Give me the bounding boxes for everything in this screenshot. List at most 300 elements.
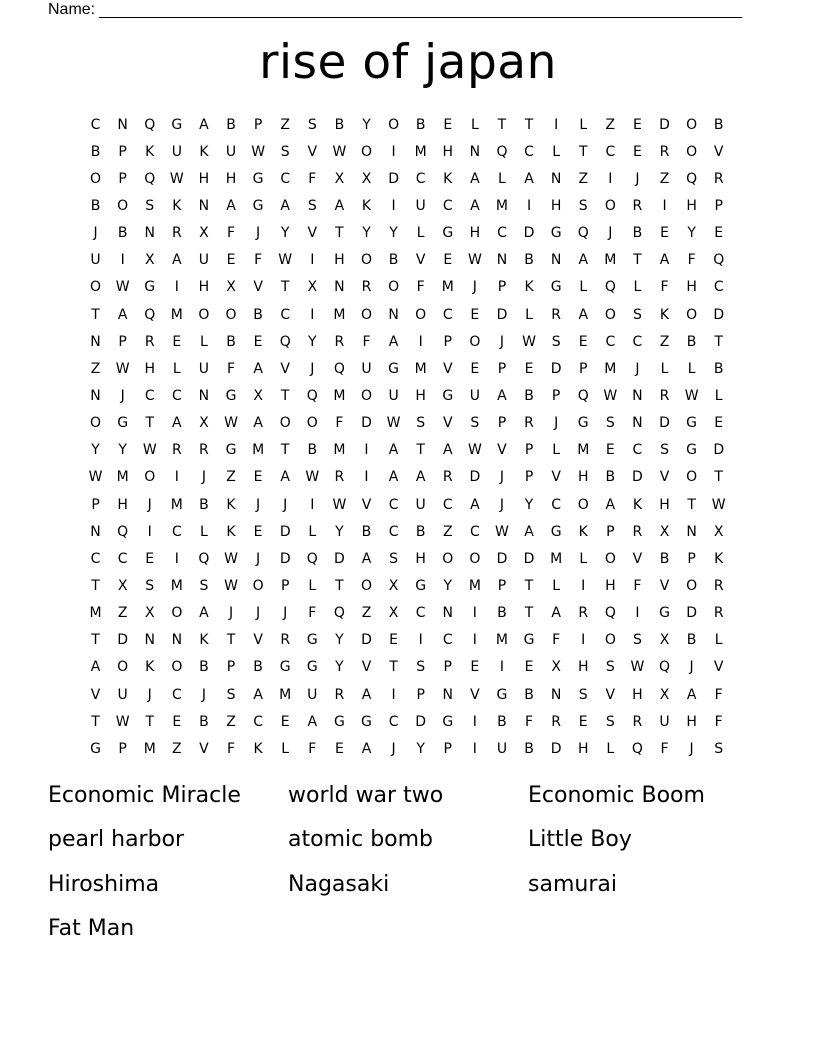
grid-letter: W xyxy=(115,713,130,730)
grid-letter: G xyxy=(252,170,264,187)
grid-letter: Q xyxy=(496,143,508,160)
grid-letter: I xyxy=(174,469,179,486)
grid-letter: A xyxy=(578,306,589,323)
grid-letter: B xyxy=(90,197,101,214)
word-list xyxy=(48,773,768,951)
grid-letter: U xyxy=(415,197,426,214)
puzzle-title: rise of japan xyxy=(259,35,557,90)
grid-letter: V xyxy=(280,360,290,377)
grid-letter: B xyxy=(713,116,724,133)
grid-letter: I xyxy=(310,306,315,323)
grid-letter: V xyxy=(713,659,724,676)
grid-letter: F xyxy=(226,360,236,377)
grid-letter: K xyxy=(145,143,155,160)
grid-letter: D xyxy=(496,306,508,323)
grid-letter: I xyxy=(310,496,315,513)
grid-letter: G xyxy=(686,415,698,432)
grid-letter: H xyxy=(117,496,128,513)
grid-letter: O xyxy=(604,197,616,214)
grid-letter: O xyxy=(469,333,481,350)
grid-letter: L xyxy=(552,577,561,594)
grid-letter: K xyxy=(199,632,209,649)
grid-letter: O xyxy=(90,170,102,187)
grid-letter: A xyxy=(442,442,453,459)
grid-letter: E xyxy=(578,333,588,350)
grid-letter: C xyxy=(117,550,128,567)
grid-letter: C xyxy=(388,713,399,730)
grid-letter: O xyxy=(171,605,183,622)
grid-letter: S xyxy=(632,632,642,649)
grid-letter: O xyxy=(469,550,481,567)
grid-letter: M xyxy=(116,469,129,486)
grid-letter: M xyxy=(604,252,617,269)
grid-letter: V xyxy=(713,143,724,160)
grid-letter: V xyxy=(90,686,101,703)
grid-letter: R xyxy=(524,415,534,432)
grid-letter: C xyxy=(388,523,399,540)
grid-letter: P xyxy=(497,415,507,432)
grid-letter: N xyxy=(442,605,453,622)
grid-letter: J xyxy=(499,333,505,350)
grid-letter: V xyxy=(442,415,453,432)
grid-letter: I xyxy=(391,143,396,160)
grid-letter: J xyxy=(689,740,694,757)
grid-letter: V xyxy=(659,577,670,594)
grid-letter: W xyxy=(522,333,536,350)
grid-letter: G xyxy=(442,387,454,404)
grid-letter: P xyxy=(118,143,127,160)
grid-letter: A xyxy=(226,197,236,214)
grid-letter: G xyxy=(550,523,562,540)
grid-letter: S xyxy=(389,550,399,567)
grid-letter: J xyxy=(472,279,477,296)
grid-letter: R xyxy=(659,387,670,404)
grid-letter: B xyxy=(686,333,697,350)
grid-letter: M xyxy=(414,143,427,160)
grid-letter: F xyxy=(416,279,425,296)
grid-letter: E xyxy=(334,740,344,757)
grid-letter: I xyxy=(581,577,586,594)
grid-letter: C xyxy=(605,143,616,160)
grid-letter: D xyxy=(659,116,670,133)
grid-letter: B xyxy=(334,116,345,133)
grid-letter: U xyxy=(469,387,480,404)
grid-letter: A xyxy=(388,469,399,486)
grid-letter: W xyxy=(467,252,482,269)
grid-letter: A xyxy=(90,659,101,676)
grid-letter: O xyxy=(388,116,400,133)
grid-letter: B xyxy=(524,686,534,703)
grid-letter: P xyxy=(497,577,507,594)
grid-letter: I xyxy=(147,523,152,540)
grid-letter: P xyxy=(497,279,507,296)
grid-letter: Y xyxy=(308,333,317,350)
grid-letter: P xyxy=(497,360,507,377)
grid-letter: O xyxy=(198,306,210,323)
grid-letter: P xyxy=(443,740,452,757)
grid-letter: Q xyxy=(279,333,291,350)
grid-letter: R xyxy=(171,442,182,459)
grid-letter: H xyxy=(469,225,481,242)
grid-letter: J xyxy=(256,225,261,242)
grid-letter: P xyxy=(280,577,290,594)
word-list-item: samurai xyxy=(528,871,617,897)
grid-letter: I xyxy=(391,686,396,703)
grid-letter: R xyxy=(551,306,561,323)
grid-letter: G xyxy=(333,713,345,730)
grid-letter: D xyxy=(659,415,670,432)
grid-letter: W xyxy=(169,170,184,187)
grid-letter: T xyxy=(687,496,696,513)
grid-letter: C xyxy=(442,496,453,513)
grid-letter: B xyxy=(226,333,236,350)
grid-letter: G xyxy=(550,279,562,296)
grid-letter: U xyxy=(117,686,128,703)
grid-letter: T xyxy=(335,577,344,594)
grid-letter: N xyxy=(550,686,562,703)
grid-letter: I xyxy=(310,252,315,269)
grid-letter: Q xyxy=(144,170,156,187)
grid-letter: O xyxy=(90,415,102,432)
grid-letter: K xyxy=(253,740,263,757)
grid-letter: B xyxy=(497,605,507,622)
grid-letter: A xyxy=(470,496,480,513)
grid-letter: I xyxy=(608,170,613,187)
grid-letter: S xyxy=(605,713,615,730)
grid-letter: R xyxy=(578,605,589,622)
grid-letter: M xyxy=(279,686,292,703)
grid-letter: T xyxy=(714,469,723,486)
grid-letter: R xyxy=(659,143,670,160)
grid-letter: J xyxy=(93,225,98,242)
grid-letter: D xyxy=(334,550,345,567)
grid-letter: S xyxy=(605,659,615,676)
grid-letter: I xyxy=(418,632,423,649)
grid-letter: A xyxy=(361,550,372,567)
grid-letter: Y xyxy=(362,116,371,133)
grid-letter: I xyxy=(662,197,667,214)
grid-letter: A xyxy=(686,686,697,703)
grid-letter: A xyxy=(172,252,182,269)
grid-letter: I xyxy=(472,740,477,757)
grid-letter: N xyxy=(632,387,643,404)
grid-letter: I xyxy=(364,469,369,486)
grid-letter: O xyxy=(279,415,291,432)
grid-letter: D xyxy=(686,605,697,622)
grid-letter: V xyxy=(253,632,263,649)
grid-letter: C xyxy=(90,116,101,133)
grid-letter: E xyxy=(470,306,480,323)
grid-letter: B xyxy=(361,523,372,540)
grid-letter: G xyxy=(225,442,237,459)
grid-letter: B xyxy=(605,469,616,486)
grid-letter: C xyxy=(280,306,291,323)
grid-letter: H xyxy=(225,170,237,187)
grid-letter: R xyxy=(713,605,724,622)
grid-letter: H xyxy=(659,496,670,513)
grid-letter: N xyxy=(144,225,155,242)
grid-letter: V xyxy=(551,469,561,486)
grid-letter: U xyxy=(496,740,508,757)
grid-letter: L xyxy=(200,333,208,350)
grid-letter: S xyxy=(199,577,209,594)
grid-letter: C xyxy=(388,496,399,513)
grid-letter: E xyxy=(632,143,642,160)
grid-letter: G xyxy=(550,225,562,242)
grid-letter: G xyxy=(577,415,589,432)
grid-letter: O xyxy=(577,496,589,513)
grid-letter: S xyxy=(145,197,155,214)
grid-letter: O xyxy=(604,306,616,323)
grid-letter: Y xyxy=(335,523,344,540)
grid-letter: U xyxy=(90,252,101,269)
grid-letter: N xyxy=(550,170,562,187)
grid-letter: N xyxy=(334,279,345,296)
grid-letter: U xyxy=(415,496,426,513)
grid-letter: A xyxy=(578,252,589,269)
grid-letter: R xyxy=(632,197,643,214)
grid-letter: V xyxy=(253,279,263,296)
grid-letter: X xyxy=(144,252,155,269)
grid-letter: V xyxy=(632,550,643,567)
grid-letter: W xyxy=(332,143,347,160)
grid-letter: L xyxy=(552,442,561,459)
grid-letter: Y xyxy=(91,442,100,459)
grid-letter: K xyxy=(714,550,724,567)
grid-letter: J xyxy=(283,496,288,513)
grid-letter: Z xyxy=(578,170,589,187)
grid-letter: O xyxy=(360,306,372,323)
grid-letter: D xyxy=(415,713,427,730)
grid-letter: L xyxy=(633,279,642,296)
grid-letter: T xyxy=(280,279,290,296)
grid-letter: P xyxy=(443,659,452,676)
grid-letter: J xyxy=(201,469,206,486)
grid-letter: N xyxy=(198,387,210,404)
grid-letter: U xyxy=(361,360,372,377)
grid-letter: E xyxy=(524,360,534,377)
grid-letter: P xyxy=(579,360,588,377)
grid-letter: U xyxy=(198,252,210,269)
grid-letter: I xyxy=(418,333,423,350)
grid-letter: Q xyxy=(604,279,616,296)
grid-letter: G xyxy=(90,740,101,757)
grid-letter: A xyxy=(172,415,182,432)
grid-letter: Y xyxy=(389,225,398,242)
grid-letter: V xyxy=(659,469,670,486)
grid-letter: U xyxy=(307,686,318,703)
grid-letter: F xyxy=(633,577,642,594)
grid-letter: D xyxy=(523,550,535,567)
grid-letter: N xyxy=(469,143,481,160)
grid-letter: V xyxy=(470,686,480,703)
grid-letter: T xyxy=(524,116,534,133)
grid-letter: P xyxy=(118,333,127,350)
grid-letter: F xyxy=(226,740,236,757)
grid-letter: P xyxy=(443,333,452,350)
grid-letter: X xyxy=(226,279,236,296)
grid-letter: F xyxy=(308,740,317,757)
grid-letter: C xyxy=(551,496,562,513)
grid-letter: W xyxy=(467,442,482,459)
grid-letter: B xyxy=(90,143,101,160)
grid-letter: E xyxy=(470,659,480,676)
grid-letter: C xyxy=(171,523,182,540)
grid-letter: T xyxy=(280,387,290,404)
grid-letter: W xyxy=(224,550,238,567)
grid-letter: E xyxy=(253,333,263,350)
grid-letter: C xyxy=(497,225,507,242)
grid-letter: P xyxy=(91,496,100,513)
grid-letter: A xyxy=(524,523,534,540)
grid-letter: K xyxy=(199,143,209,160)
grid-letter: R xyxy=(713,577,724,594)
grid-letter: L xyxy=(660,360,669,377)
grid-letter: J xyxy=(283,605,288,622)
grid-letter: D xyxy=(279,550,291,567)
grid-letter: A xyxy=(388,442,399,459)
word-list-item: Fat Man xyxy=(48,916,135,942)
grid-letter: E xyxy=(280,713,290,730)
grid-letter: Z xyxy=(361,605,372,622)
grid-letter: B xyxy=(659,550,670,567)
grid-letter: K xyxy=(145,659,155,676)
grid-letter: C xyxy=(442,197,453,214)
grid-letter: H xyxy=(144,360,155,377)
grid-letter: O xyxy=(604,632,616,649)
grid-letter: O xyxy=(686,577,698,594)
grid-letter: B xyxy=(199,713,209,730)
grid-letter: Z xyxy=(659,333,670,350)
grid-letter: O xyxy=(144,469,156,486)
grid-letter: R xyxy=(632,523,643,540)
grid-letter: E xyxy=(443,116,453,133)
grid-letter: A xyxy=(253,686,263,703)
grid-letter: B xyxy=(686,632,697,649)
grid-letter: C xyxy=(90,550,101,567)
grid-letter: S xyxy=(551,333,561,350)
grid-letter: I xyxy=(174,279,179,296)
grid-letter: E xyxy=(389,632,398,649)
grid-letter: P xyxy=(524,469,534,486)
grid-letter: G xyxy=(523,632,535,649)
grid-letter: S xyxy=(145,577,155,594)
grid-letter: F xyxy=(660,279,669,296)
word-list-item: world war two xyxy=(288,782,444,808)
grid-letter: M xyxy=(414,360,427,377)
grid-letter: Q xyxy=(577,387,589,404)
grid-letter: T xyxy=(714,333,723,350)
grid-letter: A xyxy=(497,387,507,404)
grid-letter: L xyxy=(714,632,723,649)
grid-letter: M xyxy=(143,740,156,757)
grid-letter: D xyxy=(632,469,643,486)
grid-letter: X xyxy=(334,170,345,187)
grid-letter: A xyxy=(199,116,209,133)
grid-letter: A xyxy=(388,333,399,350)
grid-letter: C xyxy=(253,713,263,730)
grid-letter: H xyxy=(686,279,697,296)
grid-letter: D xyxy=(496,550,508,567)
grid-letter: U xyxy=(198,360,210,377)
grid-letter: B xyxy=(117,225,128,242)
grid-letter: W xyxy=(332,496,347,513)
grid-letter: H xyxy=(686,197,697,214)
grid-letter: S xyxy=(416,659,426,676)
grid-letter: W xyxy=(224,577,238,594)
grid-letter: H xyxy=(198,170,210,187)
grid-letter: J xyxy=(147,686,152,703)
grid-letter: P xyxy=(606,523,615,540)
grid-letter: S xyxy=(280,143,290,160)
word-list-item: Little Boy xyxy=(528,827,632,853)
grid-letter: R xyxy=(442,469,453,486)
grid-letter: M xyxy=(550,550,563,567)
grid-letter: X xyxy=(253,387,263,404)
grid-letter: R xyxy=(280,632,291,649)
grid-letter: T xyxy=(416,442,425,459)
grid-letter: F xyxy=(226,225,236,242)
grid-letter: A xyxy=(361,740,372,757)
grid-letter: L xyxy=(579,116,588,133)
grid-letter: M xyxy=(89,605,102,622)
grid-letter: L xyxy=(308,577,317,594)
grid-letter: B xyxy=(388,252,399,269)
grid-letter: N xyxy=(686,523,697,540)
grid-letter: U xyxy=(225,143,237,160)
grid-letter: B xyxy=(199,659,209,676)
grid-letter: Q xyxy=(333,360,345,377)
grid-letter: T xyxy=(145,415,155,432)
grid-letter: M xyxy=(170,496,183,513)
grid-letter: Y xyxy=(416,740,425,757)
grid-letter: R xyxy=(171,225,182,242)
name-label: Name: xyxy=(48,1,96,18)
grid-letter: C xyxy=(632,333,643,350)
grid-letter: W xyxy=(251,143,266,160)
grid-letter: D xyxy=(117,632,129,649)
grid-letter: Y xyxy=(443,577,453,594)
grid-letter: P xyxy=(118,170,127,187)
grid-letter: O xyxy=(306,415,318,432)
grid-letter: H xyxy=(577,659,589,676)
grid-letter: G xyxy=(415,577,427,594)
grid-letter: Q xyxy=(659,659,671,676)
grid-letter: A xyxy=(253,415,263,432)
grid-letter: X xyxy=(551,659,561,676)
grid-letter: D xyxy=(279,523,291,540)
grid-letter: P xyxy=(714,197,723,214)
grid-letter: E xyxy=(605,442,615,459)
grid-letter: S xyxy=(578,197,588,214)
grid-letter: J xyxy=(256,550,261,567)
grid-letter: N xyxy=(90,523,101,540)
grid-letter: M xyxy=(495,632,508,649)
grid-letter: Q xyxy=(604,605,616,622)
grid-letter: L xyxy=(416,225,425,242)
grid-letter: O xyxy=(604,550,616,567)
grid-letter: R xyxy=(632,713,643,730)
grid-letter: X xyxy=(659,686,670,703)
grid-letter: V xyxy=(361,659,372,676)
grid-letter: N xyxy=(144,632,155,649)
word-list-item: pearl harbor xyxy=(48,827,185,853)
grid-letter: P xyxy=(551,387,561,404)
grid-letter: E xyxy=(253,523,263,540)
grid-letter: G xyxy=(306,632,318,649)
grid-letter: V xyxy=(605,686,616,703)
grid-letter: Q xyxy=(144,306,156,323)
